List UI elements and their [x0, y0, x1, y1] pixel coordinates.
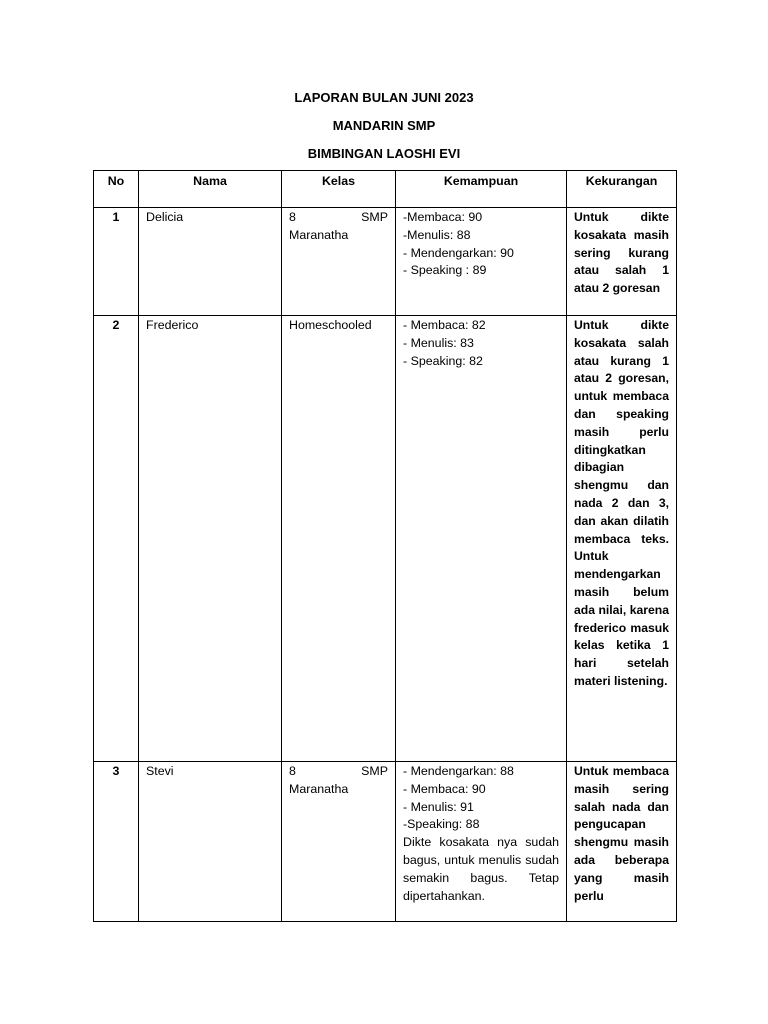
cell-nama: Stevi	[139, 762, 282, 922]
table-row	[94, 208, 677, 316]
score-line: -Membaca: 90	[403, 210, 483, 224]
header-nama: Nama	[139, 171, 282, 208]
cell-nama: Delicia	[139, 208, 282, 316]
cell-kelas: Homeschooled	[282, 316, 396, 762]
score-line: - Membaca: 82	[403, 318, 486, 332]
score-line: - Menulis: 91	[403, 799, 474, 814]
cell-no: 3	[94, 762, 139, 922]
cell-no: 1	[94, 208, 139, 316]
header-no: No	[94, 171, 139, 208]
report-titles	[0, 88, 768, 172]
report-tutor: BIMBINGAN LAOSHI EVI	[307, 146, 461, 161]
header-kekurangan: Kekurangan	[567, 171, 677, 208]
cell-kekurangan: Untuk membaca masih sering salah nada dan pengucapan shengmu masih ada beberapa yang masih perlu	[567, 762, 677, 922]
score-line: - Mendengarkan: 88	[403, 764, 514, 778]
score-line: - Membaca: 90	[403, 781, 486, 796]
score-line: -Speaking: 88	[403, 817, 480, 832]
table-row	[94, 316, 677, 762]
kemampuan-note: Dikte kosakata nya sudah bagus, untuk menulis sudah semakin bagus. Tetap dipertahankan.	[403, 835, 559, 903]
cell-kemampuan	[396, 762, 567, 922]
cell-kelas: 8 SMP Maranatha	[282, 208, 396, 316]
score-line: - Speaking: 82	[403, 353, 483, 368]
table-row	[94, 762, 677, 922]
cell-kemampuan	[396, 208, 567, 316]
cell-no: 2	[94, 316, 139, 762]
cell-kekurangan: Untuk dikte kosakata masih sering kurang atau salah 1 atau 2 goresan	[567, 208, 677, 316]
report-title: LAPORAN BULAN JUNI 2023	[294, 90, 474, 105]
header-kemampuan: Kemampuan	[396, 171, 567, 208]
score-line: - Menulis: 83	[403, 335, 474, 350]
cell-kelas: 8 SMP Maranatha	[282, 762, 396, 922]
score-line: - Mendengarkan: 90	[403, 245, 514, 260]
header-kelas: Kelas	[282, 171, 396, 208]
report-table	[93, 170, 677, 922]
report-subject: MANDARIN SMP	[332, 118, 436, 133]
table-header-row	[94, 171, 677, 208]
cell-nama: Frederico	[139, 316, 282, 762]
score-line: -Menulis: 88	[403, 227, 471, 242]
score-line: - Speaking : 89	[403, 263, 487, 278]
cell-kekurangan: Untuk dikte kosakata salah atau kurang 1 atau 2 goresan, untuk membaca dan speaking masih perlu ditingkatkan dibagian shengmu dan nada 2 dan 3, dan akan dilatih membaca teks. Untuk mendengarkan masih belum ada nilai, karena frederico masuk kelas ketika 1 hari setelah materi listening.	[567, 316, 677, 762]
cell-kemampuan	[396, 316, 567, 762]
